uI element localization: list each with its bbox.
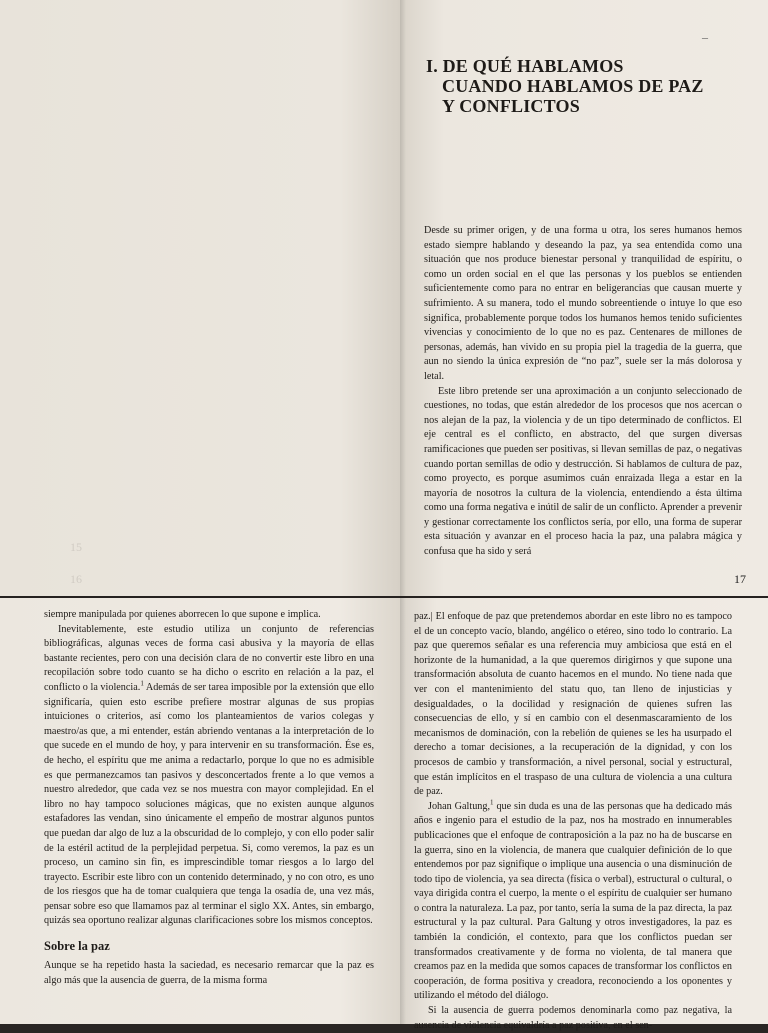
paragraph-text: que sin duda es una de las personas que ha dedicado más años e ingenio para el estudio de la paz, nos ha mostrado en innumerables publicaciones que el enfoque de contraposición a la paz no ha de buscarse en la guerra, sino en la violencia, de manera que cualquier definición de lo que entendemos por paz signifique o implique una ausencia o una disminución de todo tipo de violencia, ya sea directa (física o verbal), estructural o cultural, o vaya dirigida contra el cuerpo, la mente o el espíritu de cualquier ser humano o contra la naturaleza. La paz, por tanto, sería la suma de la paz directa, la paz estructural y la paz cultural. Para Galtung y otros investigadores, la paz es también la condición, el contexto, para que los conflictos puedan ser transformados creativamente y de forma no violenta, de tal manera que creamos paz en la medida que somos capaces de transformar los conflictos en cooperación, de forma positiva y creadora, reconociendo a los oponentes y utilizando el método del diálogo. <box>414 800 733 1002</box>
page-19-body <box>414 610 732 1033</box>
paragraph <box>44 623 374 929</box>
paragraph: Este libro pretende ser una aproximación a un conjunto seleccionado de cuestiones, no todas, que están alrededor de los procesos que nos acercan o nos alejan de la paz, la violencia y de un tipo determinado de conflictos. El eje central es el conflicto, en abstracto, del que surgen diversas ramificaciones que pueden ser positivas, si llevan semillas de paz, o negativas cuando portan semillas de odio y destrucción. Si hablamos de cultura de paz, como proyecto, es porque asumimos cuán enraizada llega a estar en la mayoría de nosotros la cultura de la violencia, entendiendo a ésta última como una forma negativa e inútil de salir de un conflicto. Aprender a prevenir y gestionar correctamente los conflictos sería, por ello, una forma de superar esta situación y avanzar en el proceso hacia la paz, una palabra mágica y confusa que ha sido y será <box>424 385 742 558</box>
page-17 <box>400 0 768 598</box>
chapter-title-line: I. DE QUÉ HABLAMOS <box>426 56 624 76</box>
facing-page-blank <box>0 0 400 598</box>
footnote-marker: 1 <box>140 679 144 688</box>
gutter-shadow <box>400 0 406 598</box>
paragraph: siempre manipulada por quienes aborrecen lo que supone e implica. <box>44 609 321 620</box>
paragraph: Aunque se ha repetido hasta la saciedad, es necesario remarcar que la paz es algo más que la ausencia de guerra, de la misma forma <box>44 960 374 986</box>
chapter-title-line: CUANDO HABLAMOS DE PAZ <box>442 76 704 96</box>
page-18 <box>0 598 400 1024</box>
page-number: 17 <box>734 572 746 586</box>
gutter-shadow <box>400 598 406 1024</box>
bleed-page-number: 16 <box>70 572 82 586</box>
paragraph: paz.| El enfoque de paz que pretendemos abordar en este libro no es tampoco el de un concepto vacío, blando, angélico o etéreo, sino todo lo contrario. La paz que queremos señalar es una referencia muy ambiciosa que está en el horizonte de la humanidad, a la que queremos dirigirnos y que supone una transformación absoluta de cuanto hacemos en el mundo. No tiene nada que ver con el mantenimiento del statu quo, tan lleno de injusticias y desigualdades, o la docilidad y resignación de quienes sufren las consecuencias de ello, y sí en cambio con el desenmascaramiento de los mecanismos de dominación, con la rebelión de quienes se les ha usurpado el derecho a tomar decisiones, a la recuperación de la dignidad, y con los procesos de cambio y transformación, a nivel personal, social y estructural, que están implícitos en el traspaso de una cultura de violencia a una cultura de paz. <box>414 611 732 798</box>
corner-mark: – <box>702 30 708 44</box>
paragraph: Desde su primer origen, y de una forma u otra, los seres humanos hemos estado siempre hablando y deseando la paz, ya sea entendida como una situación que nos produce bienestar personal y tranquilidad de espíritu, o como un orden social en el que las personas y los pueblos se entienden suficientemente como para no entrar en beligerancias que causan muerte y sufrimiento. A su manera, todo el mundo sobreentiende o intuye lo que eso significa, probablemente porque todos los humanos hemos tenido suficientes vivencias y conocimiento de lo que no es paz. Centenares de millones de personas, además, han vivido en su propia piel la tragedia de la guerra, que aun no siendo la única expresión de “no paz”, suele ser la más dolorosa y letal. <box>424 225 742 382</box>
paragraph-text: Inevitablemente, este estudio utiliza un conjunto de referencias bibliográficas, algunas veces de forma casi abusiva y la mayoría de ellas bastante recientes, pero con una decisión clara de no convertir este libro en una recopilación sobre todo cuanto se ha dicho o escrito en relación a la paz, el conflicto o la violencia. <box>44 623 374 693</box>
paragraph-text: Johan Galtung, <box>428 800 491 812</box>
page-17-body <box>424 224 742 560</box>
chapter-title-line: Y CONFLICTOS <box>442 96 580 116</box>
chapter-title <box>426 56 746 116</box>
page-19 <box>400 598 768 1031</box>
paragraph: Si la ausencia de guerra podemos denominarla como paz negativa, la ausencia de violencia equivaldría a paz positiva, en el sen- <box>414 1005 732 1031</box>
bottom-spread <box>0 598 768 1031</box>
bleed-through-text <box>38 30 368 498</box>
page-18-body <box>44 608 374 988</box>
bleed-page-number: 15 <box>70 540 82 554</box>
paragraph-text: Además de ser tarea imposible por la extensión que ello significaría, quien esto escribe prefiere mostrar algunas de sus propias intuiciones o criterios, así como los planteamientos de varios colegas y maestro/as que, a mi entender, están abriendo ventanas a la interpretación de lo que sucede en el mundo de hoy, y para intervenir en su transformación. Ése es, de hecho, el espíritu que me anima a redactarlo, porque lo que no es admisible es que permanezcamos tan pasivos y desconcertados frente a lo que vemos a nuestro alrededor, que cada vez se nos muestra con mayor complejidad. En el libro no hay tampoco soluciones mágicas, que no existen aunque algunos estafadores las vendan, sino únicamente el empeño de mostrar algunos puntos que puedan dar algo de luz a la obscuridad de lo complejo, y con ello poder salir de la estéril actitud de la perplejidad perpetua. Si, como veremos, la paz es un proceso, un camino sin fin, es imprescindible tomar riesgos a lo largo del trayecto. Escribir este libro con un contenido determinado, y no con otro, es uno de los riesgos que ha de tomar cualquiera que tenga la osadía de, una vez más, pensar sobre eso que llamamos paz al terminar el siglo XX. Antes, sin embargo, quizás sea oportuno realizar algunas clarificaciones sobre los mismos conceptos. <box>44 681 375 927</box>
paragraph <box>414 800 732 1004</box>
section-heading: Sobre la paz <box>44 939 110 954</box>
footnote-marker: 1 <box>490 798 494 807</box>
